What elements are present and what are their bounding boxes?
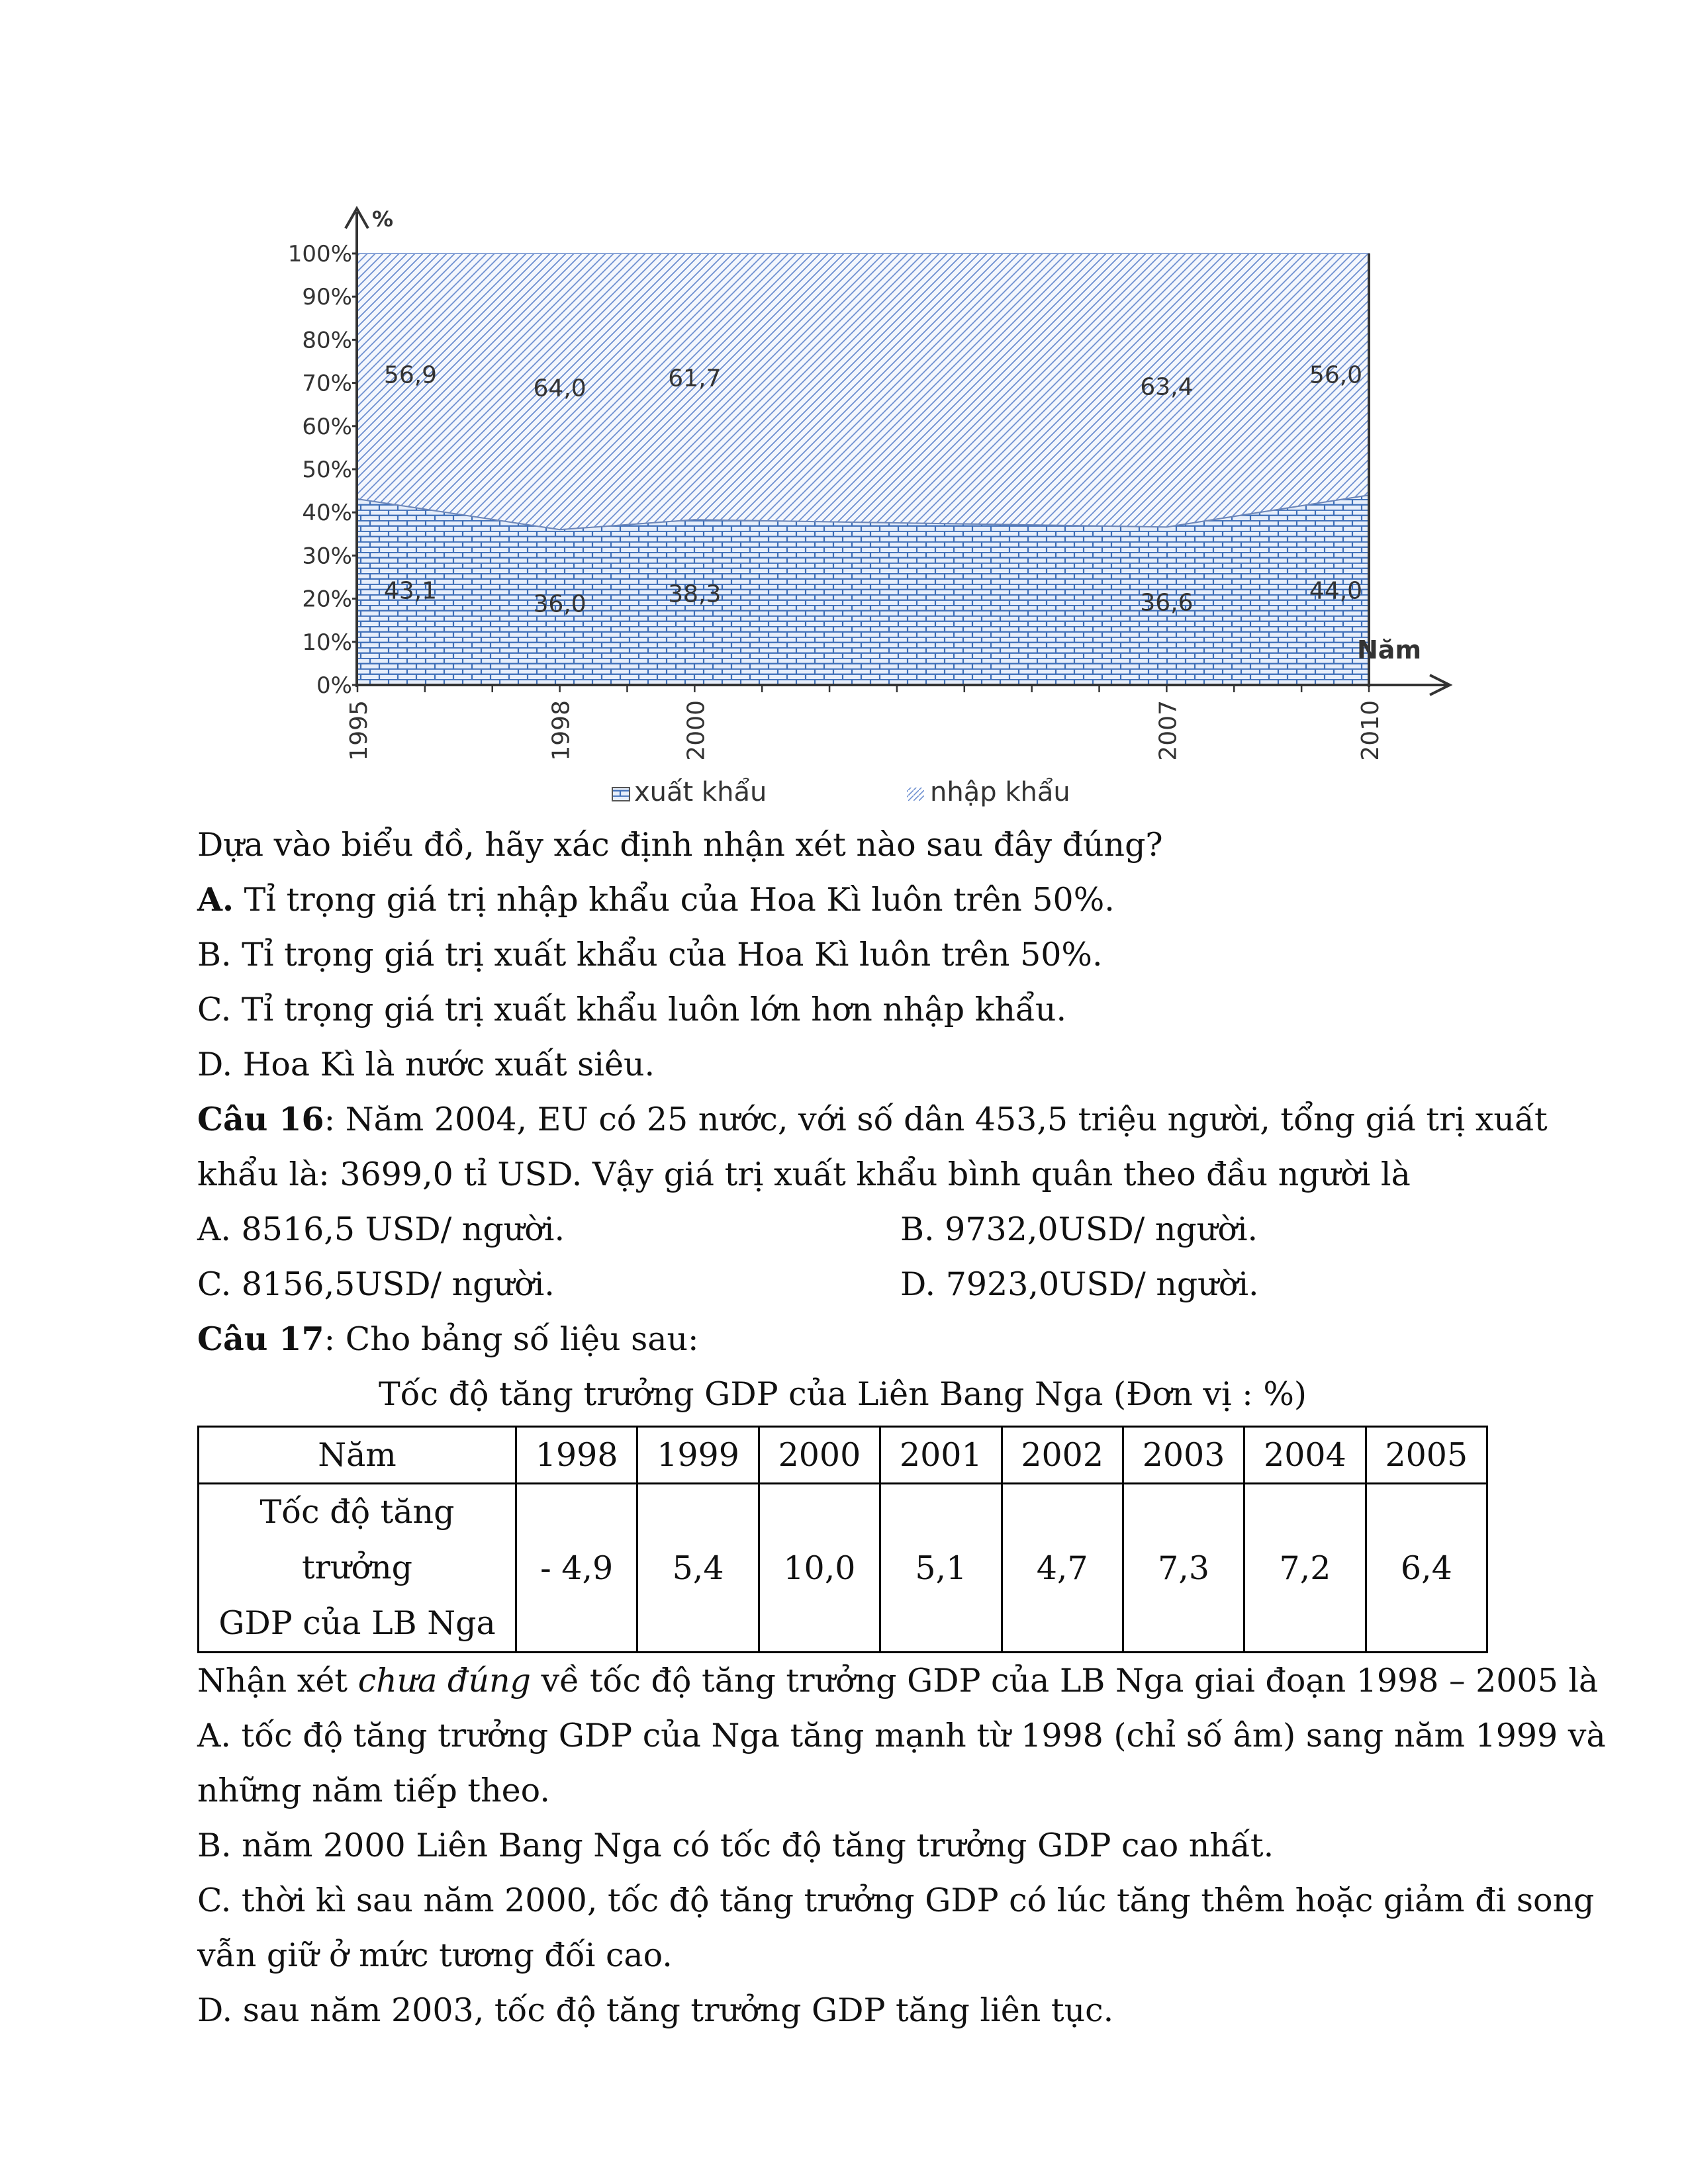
table-row-label [199, 1484, 516, 1653]
q16-option-d: D. 7923,0USD/ người. [900, 1265, 1259, 1303]
y-tick-label: 60% [302, 413, 352, 440]
gdp-table [197, 1426, 1488, 1653]
q16-options-row-1 [197, 1202, 1508, 1257]
x-tick-label: 2010 [1357, 700, 1384, 761]
import-value-label: 56,0 [1309, 361, 1363, 389]
table-year: 2005 [1366, 1427, 1487, 1484]
export-value-label: 36,0 [533, 590, 586, 618]
y-tick-label: 30% [302, 543, 352, 570]
import-value-label: 64,0 [533, 375, 586, 402]
table-value: 6,4 [1366, 1484, 1487, 1653]
table-value: - 4,9 [516, 1484, 637, 1653]
q17-prompt [197, 1653, 1599, 1708]
table-header-row [199, 1427, 1487, 1484]
q15-option-d: D. Hoa Kì là nước xuất siêu. [197, 1046, 655, 1083]
question-text [197, 817, 1606, 2038]
q17-prompt-part-1: Nhận xét [197, 1662, 358, 1700]
q15-prompt: Dựa vào biểu đồ, hãy xác định nhận xét nào sau đây đúng? [197, 826, 1163, 864]
table-value-row [199, 1484, 1487, 1653]
x-tick-label: 1995 [346, 700, 373, 761]
table-value: 5,1 [880, 1484, 1002, 1653]
q16-options-row-2 [197, 1257, 1508, 1312]
y-tick-label: 70% [302, 370, 352, 397]
table-header-label: Năm [199, 1427, 516, 1484]
table-value: 10,0 [759, 1484, 880, 1653]
import-value-label: 56,9 [383, 361, 438, 389]
table-year: 2002 [1002, 1427, 1123, 1484]
q16-label: Câu 16 [197, 1100, 324, 1138]
q17-line [197, 1312, 1508, 1367]
y-tick-label: 80% [302, 327, 352, 354]
x-tick-label: 2007 [1154, 700, 1182, 761]
q17-option-a-line-2: những năm tiếp theo. [197, 1772, 550, 1809]
import-value-label: 63,4 [1140, 373, 1194, 401]
q17-option-c-line-1: C. thời kì sau năm 2000, tốc độ tăng trưởng GDP có lúc tăng thêm hoặc giảm đi song [197, 1882, 1595, 1919]
y-tick-label: 50% [302, 457, 352, 483]
y-tick-label: 10% [302, 629, 352, 656]
table-year: 2000 [759, 1427, 880, 1484]
q16-text-1: : Năm 2004, EU có 25 nước, với số dân 453,5 triệu người, tổng giá trị xuất [324, 1101, 1548, 1138]
q17-option-a-line-1: A. tốc độ tăng trưởng GDP của Nga tăng mạnh từ 1998 (chỉ số âm) sang năm 1999 và [197, 1717, 1606, 1754]
table-year: 2001 [880, 1427, 1002, 1484]
q17-label: Câu 17 [197, 1320, 324, 1358]
legend-swatch-export [612, 788, 630, 801]
q16-line-1 [197, 1092, 1548, 1147]
table-year: 1999 [637, 1427, 759, 1484]
q17-option-d: D. sau năm 2003, tốc độ tăng trưởng GDP tăng liên tục. [197, 1991, 1114, 2029]
table-value: 5,4 [637, 1484, 759, 1653]
table-value: 4,7 [1002, 1484, 1123, 1653]
q15-option-a-letter: A. [197, 880, 234, 919]
table-year: 2003 [1123, 1427, 1244, 1484]
table-year: 1998 [516, 1427, 637, 1484]
y-tick-label: 20% [302, 586, 352, 613]
q17-option-b: B. năm 2000 Liên Bang Nga có tốc độ tăng trưởng GDP cao nhất. [197, 1827, 1274, 1864]
q16-line-2: khẩu là: 3699,0 tỉ USD. Vậy giá trị xuất khẩu bình quân theo đầu người là [197, 1156, 1411, 1193]
q16-option-a: A. 8516,5 USD/ người. [197, 1210, 565, 1248]
table-year: 2004 [1244, 1427, 1366, 1484]
q17-prompt-part-2: về tốc độ tăng trưởng GDP của LB Nga giai đoạn 1998 – 2005 là [530, 1662, 1599, 1700]
q15-option-b: B. Tỉ trọng giá trị xuất khẩu của Hoa Kì luôn trên 50%. [197, 936, 1103, 974]
import-area [357, 253, 1369, 529]
table-value: 7,2 [1244, 1484, 1366, 1653]
table-row-label-line-1: Tốc độ tăng trưởng [259, 1493, 455, 1586]
q15-option-a-text: Tỉ trọng giá trị nhập khẩu của Hoa Kì luôn trên 50%. [234, 881, 1115, 919]
export-value-label: 38,3 [668, 580, 722, 608]
export-value-label: 36,6 [1140, 589, 1194, 617]
y-tick-label: 40% [302, 500, 352, 527]
y-tick-label: 0% [316, 672, 352, 699]
q15-option-c: C. Tỉ trọng giá trị xuất khẩu luôn lớn hơn nhập khẩu. [197, 991, 1067, 1028]
table-value: 7,3 [1123, 1484, 1244, 1653]
import-value-label: 61,7 [668, 365, 722, 392]
legend-label-import: nhập khẩu [930, 777, 1070, 807]
y-unit-label: % [372, 206, 394, 232]
export-area [357, 495, 1369, 685]
y-tick-label: 100% [287, 241, 352, 267]
y-tick-label: 90% [302, 284, 352, 311]
q17-text: : Cho bảng số liệu sau: [324, 1320, 699, 1358]
q17-prompt-emphasis: chưa đúng [357, 1662, 531, 1700]
table-row-label-line-2: GDP của LB Nga [218, 1604, 496, 1642]
trade-structure-chart [199, 192, 1470, 827]
q16-option-b: B. 9732,0USD/ người. [900, 1210, 1258, 1248]
export-value-label: 43,1 [383, 577, 438, 605]
table-title: Tốc độ tăng trưởng GDP của Liên Bang Nga (Đơn vị : %) [378, 1375, 1307, 1413]
export-value-label: 44,0 [1309, 577, 1363, 605]
q16-option-c: C. 8156,5USD/ người. [197, 1265, 555, 1303]
q17-option-c-line-2: vẫn giữ ở mức tương đối cao. [197, 1936, 673, 1974]
x-tick-label: 2000 [682, 700, 710, 761]
x-tick-label: 1998 [547, 700, 575, 761]
x-unit-label: Năm [1357, 635, 1422, 664]
q15-option-a [197, 872, 1508, 927]
legend-label-export: xuất khẩu [634, 777, 767, 807]
legend-swatch-import [907, 788, 924, 801]
